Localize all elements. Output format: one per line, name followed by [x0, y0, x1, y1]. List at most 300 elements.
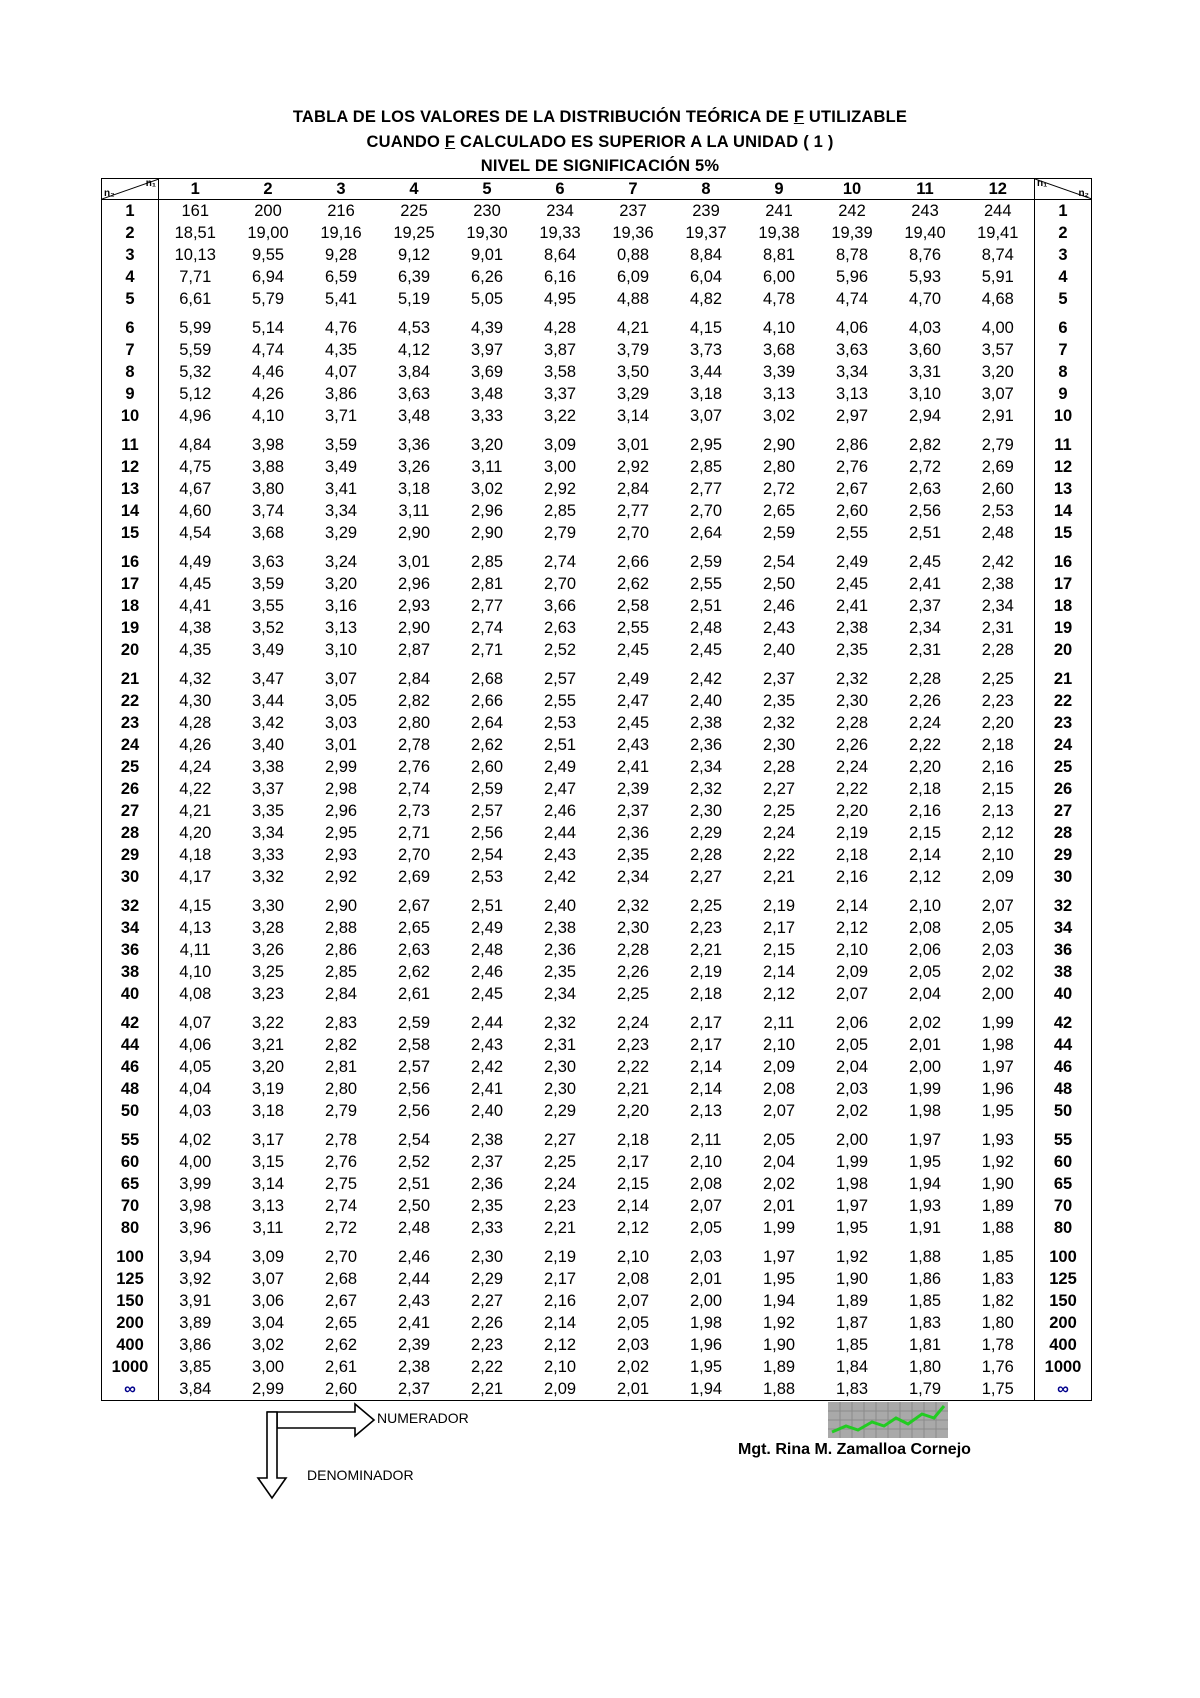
table-cell: 1,80 — [981, 1314, 1014, 1332]
corner-top-label: n₁ — [145, 178, 156, 189]
table-row — [102, 983, 1092, 1005]
table-cell: 1,89 — [835, 1292, 869, 1310]
table-cell: 3,13 — [835, 385, 869, 403]
table-cell: 3,88 — [251, 458, 285, 476]
row-label-right: 11 — [1035, 427, 1092, 456]
table-cell: 2,65 — [324, 1314, 358, 1332]
row-label-left: 24 — [102, 734, 159, 756]
row-label-right: 8 — [1035, 361, 1092, 383]
table-cell: 2,49 — [616, 670, 650, 688]
table-cell: 2,70 — [616, 524, 650, 542]
table-cell: 2,15 — [762, 941, 796, 959]
table-cell: 2,04 — [908, 985, 942, 1003]
table-row — [102, 310, 1092, 339]
table-cell: 2,18 — [616, 1131, 650, 1149]
table-cell: 4,11 — [179, 941, 211, 959]
table-cell: 2,32 — [762, 714, 796, 732]
row-label-right: 46 — [1035, 1056, 1092, 1078]
table-cell: 2,09 — [835, 963, 869, 981]
table-cell: 10,13 — [174, 246, 216, 264]
table-cell: 19,40 — [904, 224, 946, 242]
table-cell: 0,88 — [616, 246, 650, 264]
table-cell: 3,20 — [324, 575, 358, 593]
table-cell: 2,55 — [543, 692, 577, 710]
table-cell: 2,66 — [616, 553, 650, 571]
table-cell: 1,88 — [981, 1219, 1014, 1237]
table-cell: 3,63 — [397, 385, 431, 403]
table-cell: 6,61 — [179, 290, 212, 308]
table-cell: 2,74 — [324, 1197, 358, 1215]
row-label-right: 14 — [1035, 500, 1092, 522]
table-cell: 2,13 — [689, 1102, 723, 1120]
table-cell: 4,21 — [179, 802, 212, 820]
table-row — [102, 1378, 1092, 1401]
table-cell: 8,74 — [981, 246, 1014, 264]
table-cell: 2,24 — [835, 758, 869, 776]
table-cell: 4,68 — [981, 290, 1014, 308]
table-cell: 2,63 — [543, 619, 577, 637]
table-cell: 234 — [546, 202, 574, 220]
table-cell: 2,00 — [908, 1058, 942, 1076]
table-cell: 3,52 — [251, 619, 285, 637]
table-cell: 2,71 — [470, 641, 504, 659]
table-cell: 1,99 — [981, 1014, 1014, 1032]
table-cell: 1,80 — [908, 1358, 942, 1376]
corner-cell-right — [1035, 179, 1092, 200]
row-label-right: 13 — [1035, 478, 1092, 500]
row-label-left: ∞ — [102, 1378, 159, 1401]
table-cell: 2,48 — [689, 619, 723, 637]
table-cell: 3,74 — [251, 502, 285, 520]
table-cell: 4,96 — [179, 407, 212, 425]
table-cell: 200 — [254, 202, 282, 220]
row-label-left: 18 — [102, 595, 159, 617]
table-cell: 4,74 — [835, 290, 869, 308]
table-cell: 2,95 — [689, 436, 723, 454]
table-cell: 2,67 — [397, 897, 431, 915]
table-cell: 2,02 — [981, 963, 1014, 981]
table-cell: 3,10 — [324, 641, 358, 659]
row-label-right: 28 — [1035, 822, 1092, 844]
row-label-right: 25 — [1035, 756, 1092, 778]
table-cell: 4,74 — [251, 341, 285, 359]
table-cell: 4,10 — [762, 319, 796, 337]
table-cell: 1,98 — [835, 1175, 869, 1193]
table-cell: 2,03 — [689, 1248, 723, 1266]
table-cell: 2,28 — [835, 714, 869, 732]
table-cell: 4,41 — [179, 597, 212, 615]
table-cell: 5,05 — [470, 290, 504, 308]
table-cell: 2,40 — [470, 1102, 504, 1120]
table-cell: 2,36 — [689, 736, 723, 754]
table-cell: 2,23 — [470, 1336, 504, 1354]
table-cell: 3,26 — [397, 458, 431, 476]
table-cell: 2,45 — [616, 641, 650, 659]
table-cell: 3,35 — [251, 802, 285, 820]
row-label-right: 42 — [1035, 1005, 1092, 1034]
table-cell: 4,00 — [981, 319, 1014, 337]
author-name: Mgt. Rina M. Zamalloa Cornejo — [738, 1441, 971, 1458]
table-cell: 2,22 — [470, 1358, 504, 1376]
table-cell: 3,01 — [397, 553, 431, 571]
column-header: 4 — [378, 179, 451, 200]
table-cell: 2,51 — [543, 736, 577, 754]
table-cell: 4,00 — [179, 1153, 212, 1171]
table-cell: 4,67 — [179, 480, 212, 498]
row-label-right: 80 — [1035, 1217, 1092, 1239]
table-cell: 2,28 — [689, 846, 723, 864]
row-label-right: 34 — [1035, 917, 1092, 939]
table-cell: 3,04 — [251, 1314, 285, 1332]
table-cell: 1,81 — [908, 1336, 942, 1354]
table-cell: 3,02 — [251, 1336, 285, 1354]
table-cell: 7,71 — [179, 268, 212, 286]
table-cell: 2,77 — [470, 597, 504, 615]
table-cell: 2,16 — [908, 802, 942, 820]
row-label-left: 21 — [102, 661, 159, 690]
table-cell: 2,92 — [324, 868, 358, 886]
table-cell: 2,53 — [543, 714, 577, 732]
table-cell: 3,13 — [251, 1197, 285, 1215]
table-cell: 3,14 — [616, 407, 650, 425]
table-row — [102, 866, 1092, 888]
table-cell: 3,37 — [543, 385, 577, 403]
table-cell: 6,09 — [616, 268, 650, 286]
table-cell: 4,20 — [179, 824, 212, 842]
table-cell: 2,14 — [689, 1058, 723, 1076]
table-cell: 161 — [181, 202, 210, 220]
table-cell: 2,30 — [835, 692, 869, 710]
table-cell: 6,94 — [251, 268, 285, 286]
row-label-right: 1000 — [1035, 1356, 1092, 1378]
row-label-right: 70 — [1035, 1195, 1092, 1217]
row-label-right: 19 — [1035, 617, 1092, 639]
table-row — [102, 1173, 1092, 1195]
row-label-left: 14 — [102, 500, 159, 522]
table-cell: 2,72 — [324, 1219, 358, 1237]
table-cell: 4,17 — [179, 868, 212, 886]
row-label-right: 38 — [1035, 961, 1092, 983]
table-cell: 2,17 — [689, 1014, 723, 1032]
table-cell: 2,05 — [616, 1314, 650, 1332]
table-cell: 5,14 — [251, 319, 285, 337]
table-cell: 2,84 — [397, 670, 431, 688]
table-cell: 2,49 — [543, 758, 577, 776]
table-row — [102, 1056, 1092, 1078]
table-cell: 4,03 — [908, 319, 942, 337]
row-label-left: 48 — [102, 1078, 159, 1100]
row-label-left: 125 — [102, 1268, 159, 1290]
table-cell: 2,96 — [470, 502, 504, 520]
row-label-right: 44 — [1035, 1034, 1092, 1056]
table-cell: 2,53 — [981, 502, 1014, 520]
table-cell: 2,90 — [470, 524, 504, 542]
table-cell: 3,21 — [251, 1036, 285, 1054]
table-cell: 2,57 — [543, 670, 577, 688]
table-cell: 3,38 — [251, 758, 285, 776]
table-cell: 2,19 — [835, 824, 869, 842]
table-cell: 2,28 — [908, 670, 942, 688]
table-cell: 2,57 — [397, 1058, 431, 1076]
table-cell: 19,00 — [247, 224, 289, 242]
table-cell: 2,42 — [470, 1058, 504, 1076]
table-row — [102, 288, 1092, 310]
table-cell: 3,59 — [324, 436, 358, 454]
table-cell: 3,36 — [397, 436, 431, 454]
row-label-left: 10 — [102, 405, 159, 427]
table-cell: 4,49 — [179, 553, 212, 571]
table-cell: 4,07 — [324, 363, 358, 381]
table-cell: 4,70 — [908, 290, 942, 308]
table-cell: 5,96 — [835, 268, 869, 286]
table-cell: 2,09 — [762, 1058, 796, 1076]
table-cell: 5,32 — [179, 363, 212, 381]
row-label-left: 100 — [102, 1239, 159, 1268]
table-cell: 2,85 — [543, 502, 577, 520]
table-row — [102, 1356, 1092, 1378]
title-line-1 — [0, 108, 1200, 127]
table-cell: 2,53 — [470, 868, 504, 886]
table-cell: 2,34 — [543, 985, 577, 1003]
table-row — [102, 405, 1092, 427]
table-cell: 2,51 — [397, 1175, 431, 1193]
table-cell: 19,25 — [393, 224, 435, 242]
table-cell: 2,23 — [689, 919, 723, 937]
table-cell: 2,70 — [543, 575, 577, 593]
row-label-left: 70 — [102, 1195, 159, 1217]
table-cell: 3,34 — [324, 502, 358, 520]
row-label-left: 22 — [102, 690, 159, 712]
table-cell: 5,19 — [397, 290, 431, 308]
table-cell: 2,08 — [689, 1175, 723, 1193]
table-cell: 3,24 — [324, 553, 358, 571]
table-cell: 2,20 — [908, 758, 942, 776]
table-row — [102, 756, 1092, 778]
table-cell: 2,34 — [616, 868, 650, 886]
table-cell: 2,14 — [689, 1080, 723, 1098]
table-cell: 2,70 — [397, 846, 431, 864]
table-cell: 1,85 — [835, 1336, 869, 1354]
table-cell: 2,30 — [616, 919, 650, 937]
table-row — [102, 383, 1092, 405]
table-cell: 2,18 — [835, 846, 869, 864]
row-label-right: 150 — [1035, 1290, 1092, 1312]
table-cell: 2,78 — [397, 736, 431, 754]
table-cell: 2,45 — [689, 641, 723, 659]
table-cell: 4,45 — [179, 575, 212, 593]
table-cell: 2,45 — [616, 714, 650, 732]
row-label-right: 65 — [1035, 1173, 1092, 1195]
row-label-right: 100 — [1035, 1239, 1092, 1268]
column-header: 2 — [232, 179, 305, 200]
title-line-1-prefix: TABLA DE LOS VALORES DE LA DISTRIBUCIÓN TEÓRICA DE — [292, 108, 790, 126]
row-label-left: 4 — [102, 266, 159, 288]
table-cell: 2,14 — [543, 1314, 577, 1332]
column-header: 3 — [305, 179, 378, 200]
table-cell: 1,98 — [689, 1314, 723, 1332]
table-cell: 2,32 — [616, 897, 650, 915]
table-cell: 2,85 — [689, 458, 723, 476]
table-row — [102, 1034, 1092, 1056]
table-cell: 3,22 — [543, 407, 577, 425]
table-cell: 3,86 — [179, 1336, 212, 1354]
corner-cell-left — [102, 179, 159, 200]
table-cell: 2,42 — [981, 553, 1014, 571]
table-cell: 3,33 — [470, 407, 504, 425]
table-row — [102, 1334, 1092, 1356]
table-cell: 3,80 — [251, 480, 285, 498]
table-cell: 3,23 — [251, 985, 285, 1003]
table-cell: 6,00 — [762, 268, 796, 286]
header-row — [102, 179, 1092, 200]
corner-bottom-label: n₂ — [104, 188, 115, 199]
table-cell: 2,55 — [616, 619, 650, 637]
table-cell: 3,92 — [179, 1270, 212, 1288]
table-cell: 1,95 — [762, 1270, 796, 1288]
table-row — [102, 690, 1092, 712]
table-cell: 3,71 — [324, 407, 358, 425]
table-cell: 2,62 — [616, 575, 650, 593]
table-cell: 4,28 — [543, 319, 577, 337]
table-cell: 2,07 — [981, 897, 1014, 915]
column-header: 12 — [962, 179, 1035, 200]
table-cell: 2,15 — [981, 780, 1014, 798]
row-label-left: 29 — [102, 844, 159, 866]
table-cell: 3,18 — [251, 1102, 285, 1120]
row-label-left: 42 — [102, 1005, 159, 1034]
table-cell: 1,86 — [908, 1270, 942, 1288]
table-cell: 3,42 — [251, 714, 285, 732]
table-cell: 3,29 — [324, 524, 358, 542]
table-cell: 4,26 — [251, 385, 285, 403]
table-row — [102, 661, 1092, 690]
row-label-right: 20 — [1035, 639, 1092, 661]
table-cell: 4,76 — [324, 319, 358, 337]
table-cell: 2,50 — [397, 1197, 431, 1215]
table-cell: 2,62 — [397, 963, 431, 981]
table-cell: 2,29 — [689, 824, 723, 842]
table-cell: 1,98 — [981, 1036, 1014, 1054]
table-cell: 2,14 — [762, 963, 796, 981]
table-cell: 2,91 — [981, 407, 1014, 425]
table-cell: 2,10 — [689, 1153, 723, 1171]
table-cell: 2,38 — [835, 619, 869, 637]
table-cell: 3,44 — [251, 692, 285, 710]
row-label-left: 1 — [102, 200, 159, 223]
table-cell: 3,94 — [179, 1248, 212, 1266]
table-cell: 3,40 — [251, 736, 285, 754]
table-cell: 4,38 — [179, 619, 212, 637]
table-cell: 4,12 — [397, 341, 431, 359]
table-cell: 3,31 — [908, 363, 942, 381]
table-cell: 4,06 — [179, 1036, 212, 1054]
table-cell: 2,93 — [397, 597, 431, 615]
table-cell: 2,34 — [981, 597, 1014, 615]
table-cell: 2,79 — [981, 436, 1014, 454]
table-cell: 2,65 — [397, 919, 431, 937]
table-cell: 1,95 — [981, 1102, 1014, 1120]
row-label-right: 7 — [1035, 339, 1092, 361]
table-cell: 3,69 — [470, 363, 504, 381]
row-label-left: 16 — [102, 544, 159, 573]
table-cell: 2,37 — [470, 1153, 504, 1171]
table-cell: 2,25 — [616, 985, 650, 1003]
table-cell: 3,98 — [251, 436, 285, 454]
table-cell: 3,28 — [251, 919, 285, 937]
table-cell: 3,18 — [397, 480, 431, 498]
table-cell: 2,04 — [762, 1153, 796, 1171]
table-cell: 242 — [838, 202, 866, 220]
table-cell: 2,24 — [762, 824, 796, 842]
table-cell: 2,45 — [470, 985, 504, 1003]
table-cell: 8,78 — [835, 246, 869, 264]
row-label-right: 12 — [1035, 456, 1092, 478]
table-cell: 2,43 — [762, 619, 796, 637]
table-cell: 2,05 — [689, 1219, 723, 1237]
table-cell: 2,23 — [616, 1036, 650, 1054]
table-cell: 2,44 — [397, 1270, 431, 1288]
row-label-right: 30 — [1035, 866, 1092, 888]
table-cell: 2,45 — [908, 553, 942, 571]
table-cell: 1,95 — [835, 1219, 869, 1237]
row-label-right: 16 — [1035, 544, 1092, 573]
table-cell: 2,36 — [616, 824, 650, 842]
table-cell: 2,07 — [689, 1197, 723, 1215]
table-cell: 2,12 — [835, 919, 869, 937]
table-row — [102, 888, 1092, 917]
row-label-left: 60 — [102, 1151, 159, 1173]
table-cell: 2,52 — [543, 641, 577, 659]
table-cell: 2,47 — [543, 780, 577, 798]
table-cell: 1,83 — [981, 1270, 1014, 1288]
table-row — [102, 1195, 1092, 1217]
table-cell: 2,31 — [981, 619, 1014, 637]
row-label-right: 29 — [1035, 844, 1092, 866]
column-header: 8 — [670, 179, 743, 200]
table-cell: 2,87 — [397, 641, 431, 659]
table-cell: 1,97 — [762, 1248, 796, 1266]
table-cell: 2,33 — [470, 1219, 504, 1237]
table-cell: 2,48 — [981, 524, 1014, 542]
table-cell: 2,96 — [397, 575, 431, 593]
row-label-right: 55 — [1035, 1122, 1092, 1151]
table-cell: 2,16 — [543, 1292, 577, 1310]
table-cell: 2,06 — [835, 1014, 869, 1032]
table-cell: 4,06 — [835, 319, 869, 337]
row-label-right: 22 — [1035, 690, 1092, 712]
table-row — [102, 961, 1092, 983]
table-cell: 2,13 — [981, 802, 1014, 820]
table-cell: 4,02 — [179, 1131, 212, 1149]
row-label-right: 9 — [1035, 383, 1092, 405]
table-cell: 2,73 — [397, 802, 431, 820]
table-cell: 3,55 — [251, 597, 285, 615]
table-cell: 2,02 — [908, 1014, 942, 1032]
table-cell: 2,30 — [762, 736, 796, 754]
table-cell: 2,56 — [397, 1080, 431, 1098]
table-cell: 19,33 — [539, 224, 581, 242]
column-header: 5 — [451, 179, 524, 200]
table-cell: 2,59 — [689, 553, 723, 571]
row-label-right: ∞ — [1035, 1378, 1092, 1401]
table-cell: 2,12 — [616, 1219, 650, 1237]
table-cell: 2,21 — [689, 941, 723, 959]
table-cell: 2,34 — [689, 758, 723, 776]
table-cell: 2,85 — [324, 963, 358, 981]
table-cell: 3,63 — [835, 341, 869, 359]
table-cell: 3,14 — [251, 1175, 285, 1193]
table-cell: 2,84 — [616, 480, 650, 498]
